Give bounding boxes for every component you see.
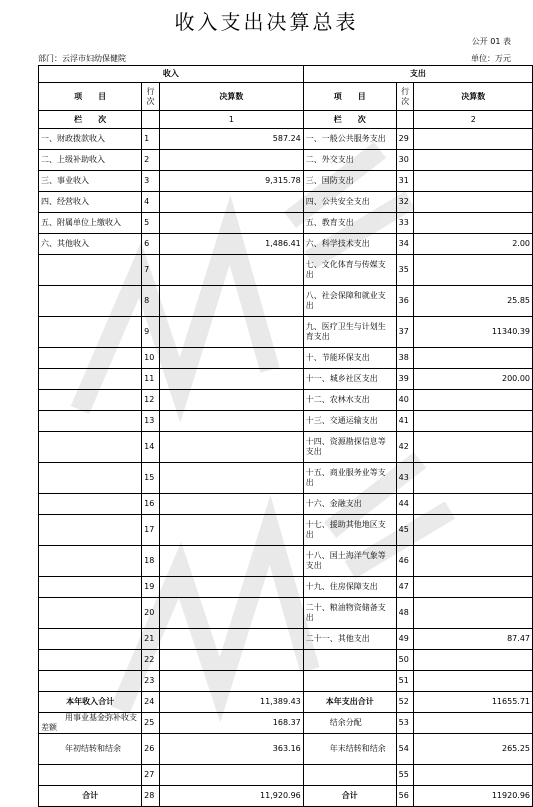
table-row xyxy=(39,494,533,515)
income-item xyxy=(39,577,142,598)
expense-amount xyxy=(414,515,533,546)
expense-row-number: 41 xyxy=(396,411,414,432)
expense-amount: 11920.96 xyxy=(414,786,533,807)
income-item: 用事业基金弥补收支差额 xyxy=(39,713,142,734)
expense-amount xyxy=(414,598,533,629)
income-row-number: 12 xyxy=(142,390,160,411)
income-row-number: 26 xyxy=(142,734,160,765)
expense-amount: 87.47 xyxy=(414,629,533,650)
income-section-title: 收入 xyxy=(39,66,304,83)
expense-item: 本年支出合计 xyxy=(303,692,396,713)
income-item xyxy=(39,650,142,671)
income-row-number: 15 xyxy=(142,463,160,494)
income-item: 二、上级补助收入 xyxy=(39,150,142,171)
expense-item: 四、公共安全支出 xyxy=(303,192,396,213)
income-item xyxy=(39,598,142,629)
income-item: 六、其他收入 xyxy=(39,234,142,255)
income-amount xyxy=(159,546,303,577)
income-amount xyxy=(159,286,303,317)
income-amount xyxy=(159,577,303,598)
table-row xyxy=(39,515,533,546)
income-row-number: 25 xyxy=(142,713,160,734)
expense-row-number: 46 xyxy=(396,546,414,577)
income-item xyxy=(39,671,142,692)
expense-item xyxy=(303,650,396,671)
expense-item: 十七、援助其他地区支出 xyxy=(303,515,396,546)
expense-amount xyxy=(414,171,533,192)
expense-item: 三、国防支出 xyxy=(303,171,396,192)
expense-amount: 11655.71 xyxy=(414,692,533,713)
expense-item xyxy=(303,765,396,786)
section-header-row xyxy=(39,66,533,83)
income-item: 一、财政拨款收入 xyxy=(39,129,142,150)
income-item xyxy=(39,765,142,786)
income-row-number: 2 xyxy=(142,150,160,171)
expense-row-number: 42 xyxy=(396,432,414,463)
table-row xyxy=(39,171,533,192)
table-row xyxy=(39,255,533,286)
expense-item: 十二、农林水支出 xyxy=(303,390,396,411)
income-amount: 11,389.43 xyxy=(159,692,303,713)
expense-amount: 2.00 xyxy=(414,234,533,255)
table-row xyxy=(39,463,533,494)
table-row xyxy=(39,546,533,577)
table-row xyxy=(39,432,533,463)
expense-row-number: 34 xyxy=(396,234,414,255)
table-row xyxy=(39,598,533,629)
income-amount: 363.16 xyxy=(159,734,303,765)
income-amount xyxy=(159,432,303,463)
income-col-number: 1 xyxy=(159,111,303,129)
income-row-number: 20 xyxy=(142,598,160,629)
table-row xyxy=(39,734,533,765)
income-amount xyxy=(159,765,303,786)
table-row xyxy=(39,213,533,234)
expense-row-number: 51 xyxy=(396,671,414,692)
table-row xyxy=(39,317,533,348)
expense-amount: 11340.39 xyxy=(414,317,533,348)
income-row-number: 27 xyxy=(142,765,160,786)
income-item xyxy=(39,411,142,432)
report-title: 收入支出决算总表 xyxy=(174,10,359,34)
expense-section-title: 支出 xyxy=(303,66,532,83)
expense-row-number: 56 xyxy=(396,786,414,807)
column-header-row xyxy=(39,83,533,111)
income-item xyxy=(39,432,142,463)
income-row-number: 10 xyxy=(142,348,160,369)
income-item xyxy=(39,494,142,515)
income-item xyxy=(39,629,142,650)
income-item xyxy=(39,286,142,317)
expense-col-blank xyxy=(396,111,414,129)
income-item xyxy=(39,369,142,390)
expense-rowno-header: 行次 xyxy=(396,83,414,111)
income-col-label: 栏 次 xyxy=(39,111,142,129)
income-amount: 11,920.96 xyxy=(159,786,303,807)
income-amount xyxy=(159,213,303,234)
income-amount: 587.24 xyxy=(159,129,303,150)
income-amount xyxy=(159,650,303,671)
income-item xyxy=(39,546,142,577)
income-row-number: 11 xyxy=(142,369,160,390)
expense-row-number: 39 xyxy=(396,369,414,390)
expense-row-number: 30 xyxy=(396,150,414,171)
income-row-number: 17 xyxy=(142,515,160,546)
income-row-number: 22 xyxy=(142,650,160,671)
expense-item: 十六、金融支出 xyxy=(303,494,396,515)
table-row xyxy=(39,713,533,734)
expense-amount: 200.00 xyxy=(414,369,533,390)
income-row-number: 3 xyxy=(142,171,160,192)
expense-row-number: 47 xyxy=(396,577,414,598)
expense-amount-header: 决算数 xyxy=(414,83,533,111)
expense-amount xyxy=(414,463,533,494)
expense-item-header: 项 目 xyxy=(303,83,396,111)
expense-amount xyxy=(414,432,533,463)
income-amount xyxy=(159,390,303,411)
income-row-number: 6 xyxy=(142,234,160,255)
income-item-header: 项 目 xyxy=(39,83,142,111)
table-row xyxy=(39,671,533,692)
income-item: 年初结转和结余 xyxy=(39,734,142,765)
expense-amount xyxy=(414,671,533,692)
table-row xyxy=(39,192,533,213)
expense-row-number: 37 xyxy=(396,317,414,348)
income-amount xyxy=(159,255,303,286)
expense-item: 合计 xyxy=(303,786,396,807)
table-row xyxy=(39,692,533,713)
table-row xyxy=(39,348,533,369)
expense-row-number: 44 xyxy=(396,494,414,515)
income-row-number: 19 xyxy=(142,577,160,598)
expense-amount xyxy=(414,213,533,234)
table-row xyxy=(39,369,533,390)
income-amount xyxy=(159,515,303,546)
expense-amount xyxy=(414,713,533,734)
income-amount xyxy=(159,671,303,692)
income-amount xyxy=(159,463,303,494)
expense-row-number: 29 xyxy=(396,129,414,150)
expense-item: 九、医疗卫生与计划生育支出 xyxy=(303,317,396,348)
expense-item: 十八、国土海洋气象等支出 xyxy=(303,546,396,577)
expense-row-number: 31 xyxy=(396,171,414,192)
income-item: 三、事业收入 xyxy=(39,171,142,192)
income-amount xyxy=(159,192,303,213)
income-row-number: 5 xyxy=(142,213,160,234)
expense-row-number: 35 xyxy=(396,255,414,286)
unit-label: 单位：万元 xyxy=(471,54,511,63)
expense-item: 二十、粮油物资储备支出 xyxy=(303,598,396,629)
expense-item: 十四、资源勘探信息等支出 xyxy=(303,432,396,463)
expense-item: 八、社会保障和就业支出 xyxy=(303,286,396,317)
expense-row-number: 55 xyxy=(396,765,414,786)
income-amount xyxy=(159,348,303,369)
income-row-number: 24 xyxy=(142,692,160,713)
expense-item: 十三、交通运输支出 xyxy=(303,411,396,432)
income-row-number: 21 xyxy=(142,629,160,650)
expense-item: 十九、住房保障支出 xyxy=(303,577,396,598)
expense-amount xyxy=(414,348,533,369)
expense-amount xyxy=(414,411,533,432)
table-row xyxy=(39,129,533,150)
income-amount xyxy=(159,629,303,650)
table-row xyxy=(39,650,533,671)
income-rowno-header: 行次 xyxy=(142,83,160,111)
expense-row-number: 32 xyxy=(396,192,414,213)
expense-row-number: 50 xyxy=(396,650,414,671)
income-item: 五、附属单位上缴收入 xyxy=(39,213,142,234)
income-row-number: 18 xyxy=(142,546,160,577)
expense-item: 五、教育支出 xyxy=(303,213,396,234)
income-amount: 168.37 xyxy=(159,713,303,734)
income-row-number: 14 xyxy=(142,432,160,463)
expense-item: 七、文化体育与传媒支出 xyxy=(303,255,396,286)
income-row-number: 16 xyxy=(142,494,160,515)
expense-row-number: 40 xyxy=(396,390,414,411)
expense-row-number: 36 xyxy=(396,286,414,317)
income-item: 四、经营收入 xyxy=(39,192,142,213)
income-amount xyxy=(159,317,303,348)
table-row xyxy=(39,577,533,598)
expense-amount xyxy=(414,192,533,213)
expense-item xyxy=(303,671,396,692)
table-row xyxy=(39,390,533,411)
expense-item: 结余分配 xyxy=(303,713,396,734)
expense-row-number: 38 xyxy=(396,348,414,369)
income-row-number: 8 xyxy=(142,286,160,317)
income-row-number: 23 xyxy=(142,671,160,692)
expense-amount: 265.25 xyxy=(414,734,533,765)
table-row xyxy=(39,629,533,650)
table-row xyxy=(39,286,533,317)
income-row-number: 4 xyxy=(142,192,160,213)
expense-amount xyxy=(414,494,533,515)
expense-row-number: 49 xyxy=(396,629,414,650)
income-item xyxy=(39,317,142,348)
expense-item: 年末结转和结余 xyxy=(303,734,396,765)
department-label: 部门：云浮市妇幼保健院 xyxy=(38,54,126,63)
income-amount xyxy=(159,598,303,629)
income-row-number: 13 xyxy=(142,411,160,432)
income-expense-table xyxy=(38,65,533,807)
expense-amount xyxy=(414,546,533,577)
income-item: 合计 xyxy=(39,786,142,807)
income-item xyxy=(39,515,142,546)
expense-amount xyxy=(414,150,533,171)
income-row-number: 9 xyxy=(142,317,160,348)
income-amount: 9,315.78 xyxy=(159,171,303,192)
income-row-number: 28 xyxy=(142,786,160,807)
expense-col-number: 2 xyxy=(414,111,533,129)
table-row xyxy=(39,234,533,255)
expense-item: 六、科学技术支出 xyxy=(303,234,396,255)
expense-amount xyxy=(414,390,533,411)
expense-item: 十五、商业服务业等支出 xyxy=(303,463,396,494)
column-index-row xyxy=(39,111,533,129)
income-item xyxy=(39,255,142,286)
form-code: 公开 01 表 xyxy=(471,37,511,46)
income-col-blank xyxy=(142,111,160,129)
expense-item: 二、外交支出 xyxy=(303,150,396,171)
income-amount: 1,486.41 xyxy=(159,234,303,255)
expense-row-number: 53 xyxy=(396,713,414,734)
table-row xyxy=(39,786,533,807)
income-amount xyxy=(159,150,303,171)
expense-row-number: 43 xyxy=(396,463,414,494)
income-amount-header: 决算数 xyxy=(159,83,303,111)
income-row-number: 7 xyxy=(142,255,160,286)
income-item xyxy=(39,390,142,411)
income-amount xyxy=(159,369,303,390)
expense-amount xyxy=(414,129,533,150)
expense-amount xyxy=(414,765,533,786)
income-amount xyxy=(159,411,303,432)
income-item: 本年收入合计 xyxy=(39,692,142,713)
expense-amount xyxy=(414,650,533,671)
expense-row-number: 52 xyxy=(396,692,414,713)
table-row xyxy=(39,765,533,786)
expense-amount xyxy=(414,577,533,598)
expense-item: 十一、城乡社区支出 xyxy=(303,369,396,390)
expense-amount: 25.85 xyxy=(414,286,533,317)
income-amount xyxy=(159,494,303,515)
expense-row-number: 48 xyxy=(396,598,414,629)
expense-row-number: 54 xyxy=(396,734,414,765)
expense-item: 十、节能环保支出 xyxy=(303,348,396,369)
expense-row-number: 33 xyxy=(396,213,414,234)
expense-item: 二十一、其他支出 xyxy=(303,629,396,650)
income-item xyxy=(39,463,142,494)
expense-row-number: 45 xyxy=(396,515,414,546)
table-row xyxy=(39,150,533,171)
expense-item: 一、一般公共服务支出 xyxy=(303,129,396,150)
table-row xyxy=(39,411,533,432)
income-item xyxy=(39,348,142,369)
income-row-number: 1 xyxy=(142,129,160,150)
expense-col-label: 栏 次 xyxy=(303,111,396,129)
expense-amount xyxy=(414,255,533,286)
